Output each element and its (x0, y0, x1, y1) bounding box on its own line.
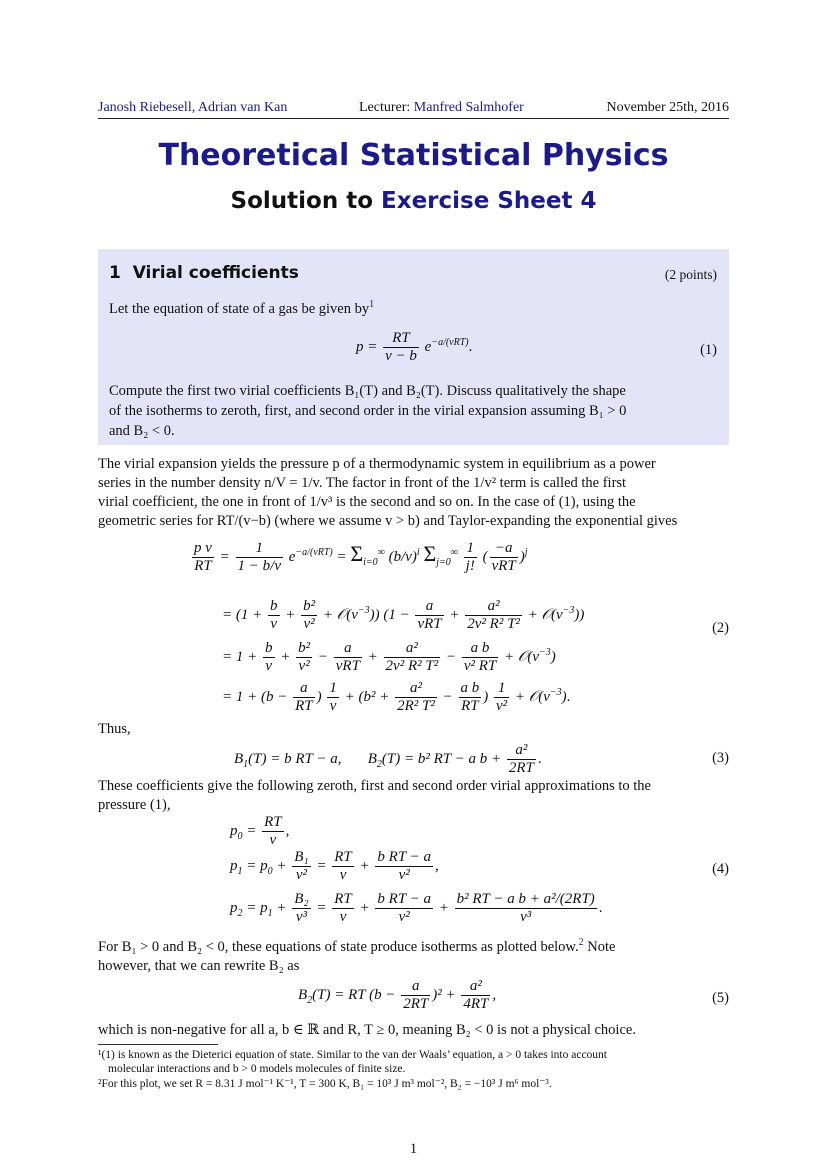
para3-text: For B₁ > 0 and B₂ < 0, these equations of state produce isotherms as plotted below. (98, 938, 579, 955)
solution-paragraph-1 (98, 455, 729, 531)
task-line-2: of the isotherms to zeroth, first, and second order in the virial expansion assuming B₁ > 0 (109, 403, 627, 419)
equation-4-number: (4) (712, 861, 729, 877)
header-lecturer (359, 100, 524, 116)
equation-4-line-2: $p_1 = p_0$ + $\frac{\text{B₁}}{\text{v²}}$ = $\frac{RT}{v}$ + $\frac{\text{b RT − a}}{\text{v²}}$ , (230, 849, 439, 883)
para2-line-2: pressure (1), (98, 797, 171, 813)
exercise-heading (109, 263, 299, 283)
exercise-task (109, 381, 718, 441)
equation-1: p = $\frac{RT}{v - b}$ $e^{-a/(vRT)}$. (356, 330, 473, 364)
solution-paragraph-2 (98, 777, 729, 815)
equation-1-number: (1) (700, 342, 717, 358)
footnote-1 (98, 1048, 729, 1076)
lecturer-name[interactable]: Manfred Salmhofer (413, 100, 524, 115)
subtitle-prefix: Solution to (230, 188, 373, 214)
footnote-mark-2[interactable]: 2 (578, 937, 584, 948)
para3-line-1 (98, 933, 729, 957)
solution-paragraph-4: which is non-negative for all a, b ∈ ℝ and R, T ≥ 0, meaning B₂ < 0 is not a physical choice. (98, 1022, 636, 1038)
para3-line-2: however, that we can rewrite B₂ as (98, 957, 300, 974)
solution-paragraph-3 (98, 933, 729, 976)
task-line-1: Compute the first two virial coefficients B₁(T) and B₂(T). Discuss qualitatively the shape (109, 383, 626, 399)
equation-5: $B_2(T)$ = RT (b − $\frac{a}{2RT}$ )² + $\frac{\text{a²}}{4RT}$ , (298, 978, 497, 1012)
subtitle-link[interactable]: Exercise Sheet 4 (381, 188, 597, 214)
thus-text: Thus, (98, 721, 131, 737)
task-line-3: and B₂ < 0. (109, 423, 175, 439)
equation-4-line-3: $p_2 = p_1$ + $\frac{\text{B₂}}{\text{v³}}$ = $\frac{RT}{v}$ + $\frac{\text{b RT − a}}{\text{v²}}$ + $\frac{\text{b² RT − a b + a²/(2RT)}}{\text{v³}}$ . (230, 891, 603, 925)
lecturer-label: Lecturer: (359, 100, 411, 115)
header-rule (98, 118, 729, 119)
para2-line-1: These coefficients give the following zeroth, first and second order virial approximations to the (98, 778, 651, 794)
page-title: Theoretical Statistical Physics (158, 138, 669, 173)
para1-line-1: The virial expansion yields the pressure p of a thermodynamic system in equilibrium as a power (98, 456, 656, 472)
equation-5-number: (5) (712, 990, 729, 1006)
para3-note: Note (587, 938, 616, 955)
footnote-mark-1[interactable]: 1 (369, 299, 375, 310)
footnote-rule (98, 1044, 218, 1045)
exercise-number: 1 (109, 263, 121, 283)
equation-2-line-3: = 1 + $\frac{b}{v}$ + $\frac{\text{b²}}{\text{v²}}$ − $\frac{a}{\text{vRT}}$ + $\frac{\text{a²}}{\text{2v² R² T²}}$ − $\frac{\text{a b}}{\text{v² RT}}$ + $𝒪(v^{-3})$ (222, 640, 556, 674)
footnote-2: ²For this plot, we set R = 8.31 J mol⁻¹ K⁻¹, T = 300 K, B₁ = 10³ J m³ mol⁻², B₂ = −10³ J m⁶ mol⁻³. (98, 1078, 552, 1090)
page-number: 1 (409, 1141, 418, 1157)
para1-line-3: virial coefficient, the one in front of 1/v³ is the second and so on. In the case of (1), using the (98, 494, 636, 510)
equation-2-line-2: = (1 + $\frac{b}{v}$ + $\frac{\text{b²}}{\text{v²}}$ + $𝒪(v^{-3})$) (1 − $\frac{a}{\text{vRT}}$ + $\frac{\text{a²}}{\text{2v² R² T²}}$ + $𝒪(v^{-3})$) (222, 598, 585, 632)
header-date: November 25th, 2016 (606, 100, 729, 115)
intro-text: Let the equation of state of a gas be given by (109, 300, 370, 317)
equation-2-line-4: = 1 + (b − $\frac{a}{RT}$ ) $\frac{1}{v}$ + (b² + $\frac{\text{a²}}{\text{2R² T²}}$ − $\frac{\text{a b}}{RT}$ ) $\frac{1}{\text{v²}}$ + $𝒪(v^{-3})$. (222, 680, 571, 714)
equation-3-number: (3) (712, 750, 729, 766)
equation-2-line-1: $\frac{\text{p v}}{RT}$ = $\frac{1}{1 - b/v}$ $e^{-a/(vRT)} = \Sigma_{i=0}^\infty$ $(b/v)^i$ $\Sigma_{j=0}^\infty$ $\frac{1}{j!}$ ( $\frac{-a}{\text{vRT}}$ )$^j$ (194, 540, 528, 574)
equation-2-number: (2) (712, 620, 729, 636)
para1-line-2: series in the number density n/V = 1/v. The factor in front of the 1/v² term is called the first (98, 475, 627, 491)
equation-4-line-1: $p_0$ = $\frac{RT}{v}$ , (230, 814, 290, 848)
para1-line-4: geometric series for RT/(v−b) (where we assume v > b) and Taylor-expanding the exponential gives (98, 513, 678, 529)
exercise-intro (109, 299, 374, 318)
equation-3: $B_1(T) = b$ RT − a, $B_2(T) = b^2$ RT − a b + $\frac{\text{a²}}{2RT}$ . (234, 742, 542, 776)
header-authors[interactable]: Janosh Riebesell, Adrian van Kan (98, 100, 288, 115)
footnote-1-line-1: ¹(1) is known as the Dieterici equation of state. Similar to the van der Waals’ equation, a > 0 takes into account (98, 1049, 608, 1061)
page-subtitle (0, 188, 827, 214)
footnote-1-line-2: molecular interactions and b > 0 models molecules of finite size. (108, 1063, 406, 1075)
exercise-title: Virial coefficients (132, 263, 299, 283)
exercise-points: (2 points) (664, 267, 717, 282)
